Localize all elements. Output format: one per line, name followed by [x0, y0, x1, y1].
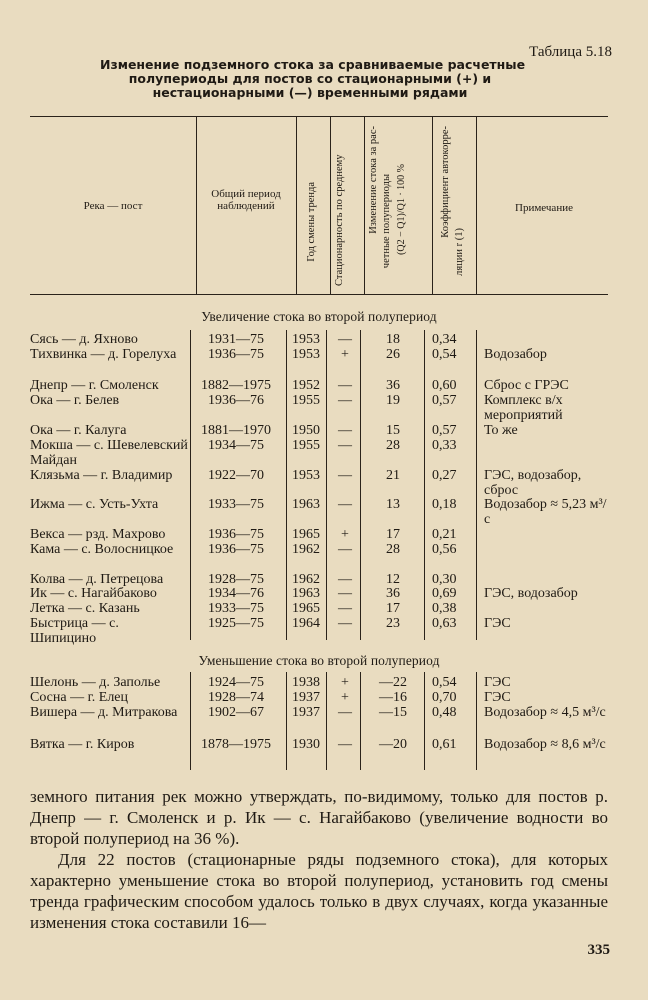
header-note: Примечание [515, 202, 573, 214]
header-period: Общий период наблюдений [211, 188, 281, 212]
year-cell: 1952 [292, 378, 320, 393]
year-cell: 1953 [292, 468, 320, 483]
period-cell: 1936—76 [208, 393, 264, 408]
change-cell: 21 [386, 468, 400, 483]
stationarity-cell: + [341, 675, 349, 690]
year-cell: 1937 [292, 690, 320, 705]
autocorr-cell: 0,69 [432, 586, 457, 601]
autocorr-cell: 0,57 [432, 423, 457, 438]
change-cell: 23 [386, 616, 400, 631]
change-cell: 17 [386, 601, 400, 616]
stationarity-cell: + [341, 347, 349, 362]
caption-line: нестационарными (—) временными рядами [152, 85, 468, 100]
caption-line: полупериоды для постов со стационарными (+) и [128, 71, 492, 86]
stationarity-cell: — [338, 378, 352, 393]
autocorr-cell: 0,27 [432, 468, 457, 483]
header-change-line1: Изменение стока за рас- [368, 126, 379, 234]
autocorr-cell: 0,56 [432, 542, 457, 557]
stationarity-cell: — [338, 601, 352, 616]
note-cell: ГЭС, водозабор [484, 586, 578, 601]
river-cell: Колва — д. Петрецова [30, 572, 164, 587]
column-divider [424, 672, 425, 770]
note-cell: Водозабор [484, 347, 547, 362]
period-cell: 1933—75 [208, 601, 264, 616]
river-cell: Мокша — с. Шевелевский Майдан [30, 438, 188, 468]
stationarity-cell: + [341, 527, 349, 542]
autocorr-cell: 0,33 [432, 438, 457, 453]
header-divider [364, 117, 365, 294]
year-cell: 1965 [292, 601, 320, 616]
header-divider [476, 117, 477, 294]
table-top-rule [30, 116, 608, 117]
column-divider [360, 672, 361, 770]
note-cell: Сброс с ГРЭС [484, 378, 569, 393]
note-cell: ГЭС, водозабор, сброс [484, 468, 582, 498]
period-cell: 1925—75 [208, 616, 264, 631]
stationarity-cell: — [338, 332, 352, 347]
note-cell: ГЭС [484, 690, 511, 705]
column-divider [476, 330, 477, 640]
river-cell: Ока — г. Белев [30, 393, 120, 408]
stationarity-cell: — [338, 572, 352, 587]
change-cell: 36 [386, 378, 400, 393]
autocorr-cell: 0,61 [432, 737, 457, 752]
header-year: Год смены тренда [306, 182, 317, 262]
river-cell: Ик — с. Нагайбаково [30, 586, 157, 601]
stationarity-cell: — [338, 616, 352, 631]
change-cell: —16 [379, 690, 407, 705]
river-cell: Ижма — с. Усть-Ухта [30, 497, 159, 512]
stationarity-cell: — [338, 705, 352, 720]
period-cell: 1934—75 [208, 438, 264, 453]
change-cell: 26 [386, 347, 400, 362]
change-cell: —22 [379, 675, 407, 690]
year-cell: 1955 [292, 438, 320, 453]
autocorr-cell: 0,34 [432, 332, 457, 347]
change-cell: 28 [386, 438, 400, 453]
river-cell: Сясь — д. Яхново [30, 332, 138, 347]
year-cell: 1962 [292, 572, 320, 587]
river-cell: Ока — г. Калуга [30, 423, 127, 438]
year-cell: 1965 [292, 527, 320, 542]
header-change-line2: четные полупериоды [381, 174, 392, 269]
autocorr-cell: 0,57 [432, 393, 457, 408]
period-cell: 1881—1970 [201, 423, 271, 438]
table-number: Таблица 5.18 [529, 44, 612, 60]
river-cell: Летка — с. Казань [30, 601, 140, 616]
stationarity-cell: — [338, 586, 352, 601]
river-cell: Сосна — г. Елец [30, 690, 129, 705]
stationarity-cell: — [338, 497, 352, 512]
river-cell: Тихвинка — д. Горелуха [30, 347, 177, 362]
header-autocorr-line2: ляции r (1) [454, 228, 465, 276]
paragraph: Для 22 постов (стационарные ряды подземного стока), для которых характерно уменьшение стока во второй полупериод, установить год смены тренда графическим способом удалось только в двух случаях, когда указанные изменения стока составили 16— [30, 850, 608, 932]
note-cell: ГЭС [484, 675, 511, 690]
section-title-increase: Увеличение стока во второй полупериод [201, 309, 437, 324]
year-cell: 1953 [292, 347, 320, 362]
period-cell: 1922—70 [208, 468, 264, 483]
column-divider [360, 330, 361, 640]
note-cell: Водозабор ≈ 8,6 м³/с [484, 737, 606, 752]
stationarity-cell: — [338, 423, 352, 438]
note-cell: Водозабор ≈ 5,23 м³/с [484, 497, 607, 527]
period-cell: 1928—75 [208, 572, 264, 587]
header-change-formula: (Q2 − Q1)/Q1 · 100 % [396, 164, 407, 255]
period-cell: 1882—1975 [201, 378, 271, 393]
page-number: 335 [587, 942, 610, 958]
period-cell: 1934—76 [208, 586, 264, 601]
period-cell: 1878—1975 [201, 737, 271, 752]
period-cell: 1924—75 [208, 675, 264, 690]
column-divider [326, 330, 327, 640]
autocorr-cell: 0,54 [432, 675, 457, 690]
autocorr-cell: 0,70 [432, 690, 457, 705]
caption-line: Изменение подземного стока за сравниваемые расчетные [100, 57, 526, 72]
period-cell: 1936—75 [208, 347, 264, 362]
year-cell: 1962 [292, 542, 320, 557]
year-cell: 1930 [292, 737, 320, 752]
river-cell: Вятка — г. Киров [30, 737, 135, 752]
change-cell: 18 [386, 332, 400, 347]
year-cell: 1963 [292, 586, 320, 601]
note-cell: Комплекс в/х мероприятий [484, 393, 563, 423]
stationarity-cell: + [341, 690, 349, 705]
body-text [30, 786, 608, 933]
river-cell: Днепр — г. Смоленск [30, 378, 159, 393]
river-cell: Шелонь — д. Заполье [30, 675, 161, 690]
header-change [366, 124, 430, 290]
autocorr-cell: 0,63 [432, 616, 457, 631]
year-cell: 1953 [292, 332, 320, 347]
note-cell: То же [484, 423, 518, 438]
river-cell: Векса — рзд. Махрово [30, 527, 166, 542]
change-cell: 12 [386, 572, 400, 587]
header-divider [196, 117, 197, 294]
change-cell: 15 [386, 423, 400, 438]
stationarity-cell: — [338, 737, 352, 752]
change-cell: —15 [379, 705, 407, 720]
header-autocorr [436, 124, 476, 290]
paragraph: земного питания рек можно утверждать, по-видимому, только для постов р. Днепр — г. Смоленск и р. Ик — с. Нагайбаково (увеличение водности во второй полупериод на 36 %). [30, 787, 608, 848]
period-cell: 1931—75 [208, 332, 264, 347]
river-cell: Клязьма — г. Владимир [30, 468, 173, 483]
autocorr-cell: 0,60 [432, 378, 457, 393]
autocorr-cell: 0,18 [432, 497, 457, 512]
column-divider [476, 672, 477, 770]
year-cell: 1955 [292, 393, 320, 408]
autocorr-cell: 0,54 [432, 347, 457, 362]
column-divider [424, 330, 425, 640]
autocorr-cell: 0,30 [432, 572, 457, 587]
river-cell: Кама — с. Волосницкое [30, 542, 174, 557]
header-autocorr-line1: Коэффициент автокорре- [440, 126, 451, 238]
header-divider [296, 117, 297, 294]
column-divider [326, 672, 327, 770]
note-cell: Водозабор ≈ 4,5 м³/с [484, 705, 606, 720]
stationarity-cell: — [338, 542, 352, 557]
change-cell: 19 [386, 393, 400, 408]
header-divider [330, 117, 331, 294]
period-cell: 1902—67 [208, 705, 264, 720]
period-cell: 1933—75 [208, 497, 264, 512]
year-cell: 1963 [292, 497, 320, 512]
header-river: Река — пост [83, 200, 143, 212]
note-cell: ГЭС [484, 616, 511, 631]
stationarity-cell: — [338, 393, 352, 408]
period-cell: 1928—74 [208, 690, 264, 705]
period-cell: 1936—75 [208, 527, 264, 542]
river-cell: Вишера — д. Митракова [30, 705, 178, 720]
table-header-rule [30, 294, 608, 295]
year-cell: 1938 [292, 675, 320, 690]
autocorr-cell: 0,21 [432, 527, 457, 542]
river-cell: Быстрица — с. Шипицино [30, 616, 119, 646]
autocorr-cell: 0,38 [432, 601, 457, 616]
year-cell: 1950 [292, 423, 320, 438]
change-cell: 36 [386, 586, 400, 601]
header-divider [432, 117, 433, 294]
year-cell: 1964 [292, 616, 320, 631]
autocorr-cell: 0,48 [432, 705, 457, 720]
change-cell: 17 [386, 527, 400, 542]
header-stationarity: Стационарность по среднему [334, 154, 345, 286]
year-cell: 1937 [292, 705, 320, 720]
table-caption [100, 57, 526, 100]
change-cell: —20 [379, 737, 407, 752]
stationarity-cell: — [338, 438, 352, 453]
period-cell: 1936—75 [208, 542, 264, 557]
change-cell: 13 [386, 497, 400, 512]
change-cell: 28 [386, 542, 400, 557]
stationarity-cell: — [338, 468, 352, 483]
section-title-decrease: Уменьшение стока во второй полупериод [198, 653, 440, 668]
